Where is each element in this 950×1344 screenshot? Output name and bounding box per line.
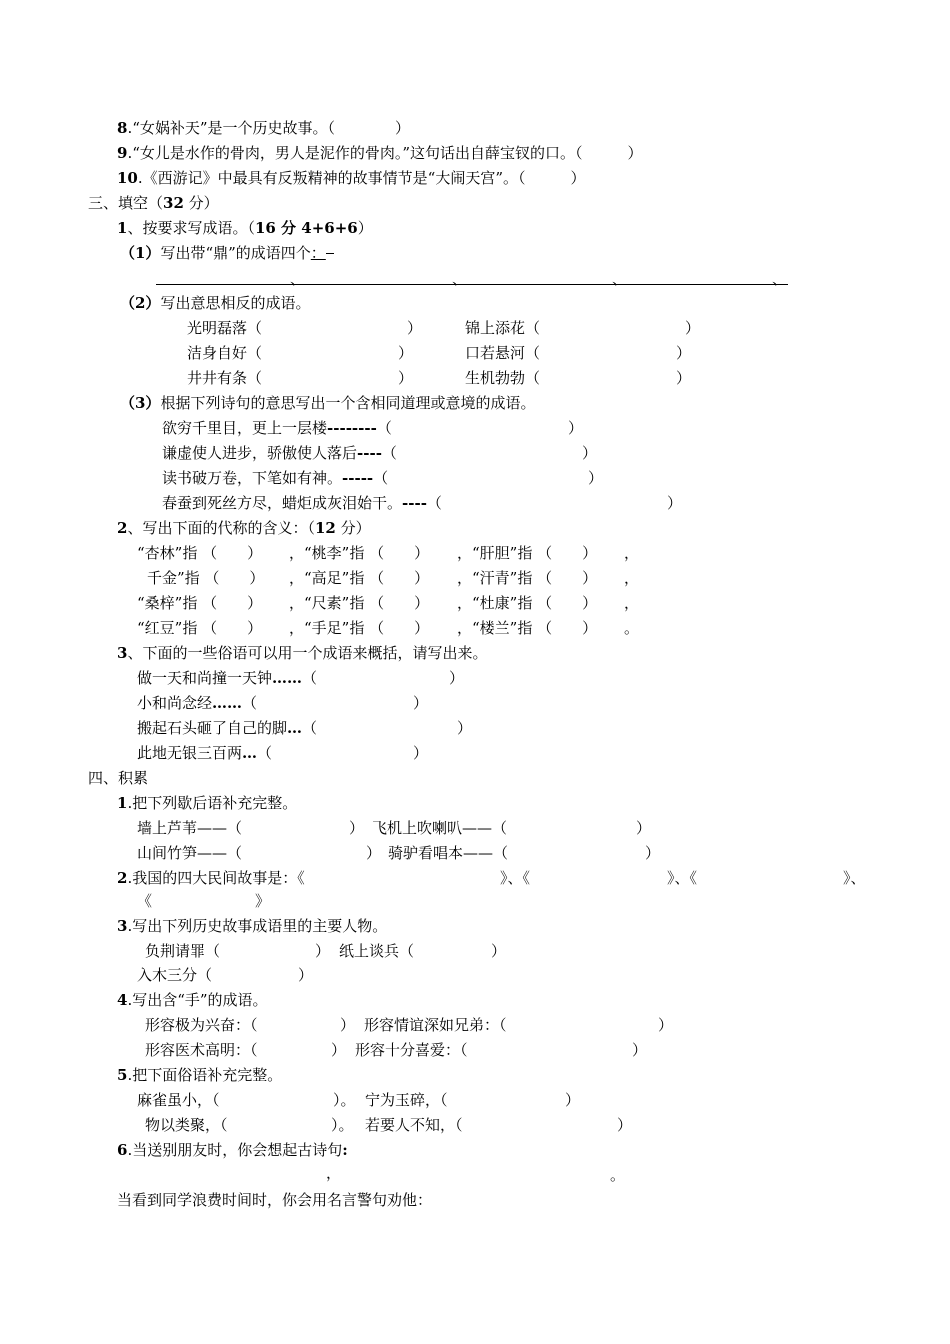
- xiehouyu-item: 飞机上吹喇叭——（: [372, 819, 508, 837]
- poem-dash: -----: [342, 469, 374, 487]
- saying-line: [137, 744, 272, 762]
- question-s4-2: [117, 869, 305, 887]
- history-item: 入木三分（: [137, 966, 213, 984]
- opposite-left: [187, 319, 262, 337]
- daicheng-item: ，“肝胆”指 （ ）: [457, 544, 598, 562]
- question-text: 、下面的一些俗语可以用一个成语来概括，请写出来。: [127, 644, 488, 662]
- proverb-item: 宁为玉碎，（: [365, 1091, 448, 1109]
- paren-close: ）: [449, 669, 465, 687]
- paren-close: ）: [617, 1116, 633, 1134]
- paren-close: ）: [632, 1041, 648, 1059]
- paren-close: ）: [315, 942, 331, 960]
- question-text: .“女儿是水作的骨肉，男人是泥作的骨肉。”这句话出自薛宝钗的口。（ ）: [127, 144, 643, 162]
- paren-close: ）: [676, 344, 692, 362]
- answer-period: 。: [610, 1166, 626, 1184]
- shou-item: 形容情谊深如兄弟：（: [364, 1016, 507, 1034]
- question-number: 1: [117, 794, 128, 812]
- section-heading-fill-in: [88, 194, 219, 212]
- paren-close: ）: [636, 819, 652, 837]
- paren-open: （: [426, 494, 442, 512]
- saying-line: [137, 694, 257, 712]
- paren-close: ）: [491, 942, 507, 960]
- subquestion-text: 写出带“鼎”的成语四个: [160, 244, 311, 262]
- xiehouyu-item: 骑驴看唱本——（: [388, 844, 509, 862]
- final-prompt: 当看到同学浪费时间时，你会用名言警句劝他：: [117, 1191, 433, 1209]
- idiom-text: 光明磊落（: [187, 319, 263, 337]
- question-s4-5: [117, 1066, 282, 1084]
- daicheng-end: 。: [624, 619, 640, 637]
- poem-dash: --------: [327, 419, 377, 437]
- paren-close: ）: [457, 719, 473, 737]
- poem-dash: ----: [357, 444, 382, 462]
- question-number: 2: [117, 869, 128, 887]
- xiehouyu-item: 墙上芦苇——（: [137, 819, 243, 837]
- subquestion-1-1: [120, 244, 334, 262]
- paren-close: ）: [331, 1041, 347, 1059]
- question-number: 9: [117, 144, 128, 162]
- question-text: 、写出下面的代称的含义：（: [127, 519, 315, 537]
- section-unit: 分）: [183, 194, 219, 212]
- proverb-item: 麻雀虽小，（: [137, 1091, 220, 1109]
- separator: 、: [612, 270, 628, 288]
- paren-close: ）: [645, 844, 661, 862]
- paren-open: （: [242, 694, 258, 712]
- daicheng-end: ，: [624, 594, 640, 612]
- daicheng-item: “桑梓”指 （ ）: [137, 594, 263, 612]
- paren-close: ）。: [333, 1091, 356, 1109]
- subquestion-text: 写出意思相反的成语。: [160, 294, 311, 312]
- paren-close: ）: [568, 419, 584, 437]
- daicheng-item: ，“汗青”指 （ ）: [457, 569, 598, 587]
- question-text: 、按要求写成语。（: [127, 219, 255, 237]
- xiehouyu-item: 山间竹笋——（: [137, 844, 243, 862]
- paren-close: ）: [398, 344, 414, 362]
- answer-line-ding-idioms[interactable]: [156, 284, 788, 285]
- question-s4-1: [117, 794, 297, 812]
- book-separator: 》、: [843, 869, 866, 887]
- question-text: .把下面俗语补充完整。: [127, 1066, 283, 1084]
- poem-text: 读书破万卷，下笔如有神。: [162, 469, 343, 487]
- question-text: .我国的四大民间故事是：《: [127, 869, 305, 887]
- book-close: 》: [255, 892, 271, 910]
- opposite-right: 口若悬河（: [465, 344, 541, 362]
- paren-open: （: [373, 469, 389, 487]
- saying-text: 做一天和尚撞一天钟: [137, 669, 273, 687]
- question-9: [117, 144, 643, 162]
- poem-line: [162, 469, 388, 487]
- paren-close: ）: [582, 444, 598, 462]
- question-number: 6: [117, 1141, 128, 1159]
- paren-close: ）: [298, 966, 314, 984]
- shou-item: 形容极为兴奋：（: [145, 1016, 258, 1034]
- question-number: 2: [117, 519, 128, 537]
- question-text: .“女娲补天”是一个历史故事。（ ）: [127, 119, 411, 137]
- question-close: ）: [357, 219, 373, 237]
- question-number: 3: [117, 644, 128, 662]
- saying-text: 此地无银三百两: [137, 744, 243, 762]
- question-s3-3: [117, 644, 487, 662]
- separator: 、: [452, 270, 468, 288]
- question-number: 1: [117, 219, 128, 237]
- book-separator: 》、《: [667, 869, 698, 887]
- saying-dots: …: [242, 744, 258, 762]
- opposite-left: 井井有条（: [187, 369, 263, 387]
- question-score: 16 分 4+6+6: [254, 219, 358, 237]
- book-separator: 》、《: [500, 869, 531, 887]
- paren-open: （: [257, 744, 273, 762]
- saying-text: 搬起石头砸了自己的脚: [137, 719, 288, 737]
- history-item: 纸上谈兵（: [339, 942, 415, 960]
- paren-open: （: [302, 669, 318, 687]
- paren-close: ）: [407, 319, 423, 337]
- question-text: .写出下列历史故事成语里的主要人物。: [127, 917, 388, 935]
- daicheng-item: ，“楼兰”指 （ ）: [457, 619, 598, 637]
- paren-open: （: [302, 719, 318, 737]
- paren-open: （: [381, 444, 397, 462]
- paren-close: ）: [565, 1091, 581, 1109]
- paren-open: （: [376, 419, 392, 437]
- section-score: 32: [163, 194, 184, 212]
- poem-line: [162, 419, 392, 437]
- separator: 、: [772, 270, 788, 288]
- question-number: 10: [117, 169, 138, 187]
- paren-close: ）: [658, 1016, 674, 1034]
- subquestion-number: （3）: [120, 394, 161, 412]
- question-number: 5: [117, 1066, 128, 1084]
- paren-close: ）。: [331, 1116, 354, 1134]
- poem-text: 谦虚使人进步，骄傲使人落后: [162, 444, 358, 462]
- paren-close: ）: [413, 694, 429, 712]
- proverb-item: 物以类聚，（: [145, 1116, 228, 1134]
- question-unit: 分）: [335, 519, 371, 537]
- saying-dots: …: [287, 719, 303, 737]
- subquestion-number: （1）: [120, 244, 161, 262]
- history-item: 负荆请罪（: [145, 942, 221, 960]
- subquestion-colon: ：: [310, 244, 326, 262]
- question-number: 8: [117, 119, 128, 137]
- question-s3-1: [117, 219, 373, 237]
- daicheng-item: ，“杜康”指 （ ）: [457, 594, 598, 612]
- paren-close: ）: [340, 1016, 356, 1034]
- saying-dots: ……: [212, 694, 243, 712]
- book-open: 《: [137, 892, 153, 910]
- paren-close: ）: [667, 494, 683, 512]
- question-s4-6: [117, 1141, 348, 1159]
- daicheng-item: ，“高足”指 （ ）: [289, 569, 430, 587]
- opposite-right: 生机勃勃（: [465, 369, 541, 387]
- poem-text: 春蚕到死丝方尽，蜡炬成灰泪始干。: [162, 494, 403, 512]
- saying-text: 小和尚念经: [137, 694, 213, 712]
- paren-close: ）: [413, 744, 429, 762]
- question-number: 4: [117, 991, 128, 1009]
- question-10: [117, 169, 585, 187]
- paren-close: ）: [398, 369, 414, 387]
- daicheng-item: 千金”指 （ ）: [147, 569, 265, 587]
- saying-line: [137, 669, 317, 687]
- shou-item: 形容医术高明：（: [145, 1041, 258, 1059]
- subquestion-number: （2）: [120, 294, 161, 312]
- separator: 、: [290, 270, 306, 288]
- subquestion-1-3: [120, 394, 535, 412]
- question-colon: :: [342, 1141, 348, 1159]
- daicheng-item: ，“尺素”指 （ ）: [289, 594, 430, 612]
- question-score: 12: [314, 519, 336, 537]
- opposite-right: 锦上添花（: [465, 319, 541, 337]
- poem-line: [162, 494, 442, 512]
- daicheng-end: ，: [624, 544, 640, 562]
- daicheng-end: ，: [624, 569, 640, 587]
- question-text: .《西游记》中最具有反叛精神的故事情节是“大闹天宫”。（ ）: [137, 169, 586, 187]
- saying-dots: ……: [272, 669, 303, 687]
- question-8: [117, 119, 410, 137]
- subquestion-text: 根据下列诗句的意思写出一个含相同道理或意境的成语。: [160, 394, 536, 412]
- question-s4-3: [117, 917, 387, 935]
- question-text: .写出含“手”的成语。: [127, 991, 268, 1009]
- section-heading-accumulation: 四、积累: [88, 769, 149, 787]
- paren-close: ）: [366, 844, 382, 862]
- poem-text: 欲穷千里目，更上一层楼: [162, 419, 328, 437]
- poem-line: [162, 444, 397, 462]
- question-number: 3: [117, 917, 128, 935]
- question-s4-4: [117, 991, 268, 1009]
- saying-line: [137, 719, 317, 737]
- proverb-item: 若要人不知，（: [365, 1116, 463, 1134]
- opposite-left: 洁身自好（: [187, 344, 263, 362]
- question-text: .把下列歇后语补充完整。: [127, 794, 298, 812]
- question-text: .当送别朋友时，你会想起古诗句: [127, 1141, 343, 1159]
- answer-comma: ，: [326, 1164, 342, 1182]
- paren-close: ）: [588, 469, 604, 487]
- daicheng-item: ，“手足”指 （ ）: [289, 619, 430, 637]
- shou-item: 形容十分喜爱：（: [355, 1041, 468, 1059]
- subquestion-1-2: [120, 294, 310, 312]
- paren-close: ）: [676, 369, 692, 387]
- daicheng-item: ，“桃李”指 （ ）: [289, 544, 430, 562]
- question-s3-2: [117, 519, 371, 537]
- paren-close: ）: [685, 319, 701, 337]
- section-title: 三、填空（: [88, 194, 164, 212]
- answer-blank[interactable]: [326, 253, 334, 254]
- daicheng-item: “红豆”指 （ ）: [137, 619, 263, 637]
- paren-close: ）: [349, 819, 365, 837]
- daicheng-item: “杏林”指 （ ）: [137, 544, 263, 562]
- poem-dash: ----: [402, 494, 427, 512]
